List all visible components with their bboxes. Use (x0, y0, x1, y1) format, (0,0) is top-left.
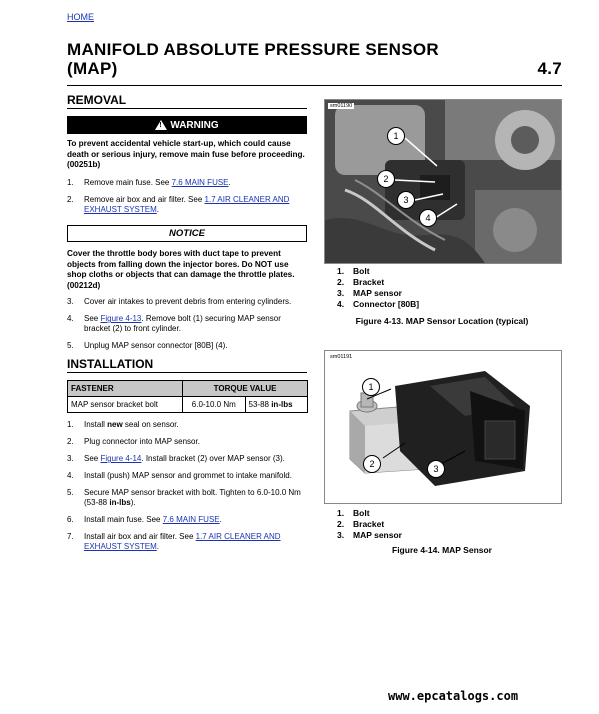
figure-4-13-image (324, 99, 562, 264)
home-link[interactable]: HOME (67, 12, 94, 22)
torque-inlbs-value: 53-88 (248, 400, 272, 409)
air-cleaner-link[interactable]: 1.7 AIR CLEANER AND EXHAUST SYSTEM (84, 532, 281, 551)
notice-text: Cover the throttle body bores with duct tape to prevent objects from falling down the injector bores. Do NOT use shop cloths or objects that can damage the throttle plates. (00212d) (67, 249, 295, 290)
legend-number: 1. (337, 508, 345, 518)
title-divider (67, 85, 562, 86)
list-item (67, 437, 309, 447)
figure-4-14-caption: Figure 4-14. MAP Sensor (392, 545, 492, 555)
main-fuse-link[interactable]: 7.6 MAIN FUSE (171, 178, 229, 187)
legend-item (337, 266, 419, 277)
list-item (67, 341, 309, 351)
torque-inlbs-cell (245, 397, 307, 413)
figure-4-13-legend (337, 266, 419, 310)
step-text: See (84, 314, 101, 323)
list-item (67, 471, 309, 481)
legend-label: Bolt (353, 266, 370, 276)
step-number: 5. (67, 488, 74, 497)
warning-icon: ! (155, 120, 167, 130)
legend-item (337, 288, 419, 299)
torque-inlbs-unit: in-lbs (271, 400, 293, 409)
step-text: Install main fuse. See (84, 515, 163, 524)
legend-label: Bolt (353, 508, 370, 518)
step-text: . (156, 542, 159, 551)
legend-number: 4. (337, 299, 345, 309)
legend-label: Bracket (353, 277, 385, 287)
removal-steps-a (67, 178, 309, 222)
callout-2: 2 (377, 170, 395, 188)
legend-item (337, 519, 402, 530)
torque-header: TORQUE VALUE (183, 381, 308, 397)
fastener-cell: MAP sensor bracket bolt (68, 397, 183, 413)
legend-number: 2. (337, 277, 345, 287)
torque-table (67, 380, 308, 413)
callout-2: 2 (363, 455, 381, 473)
table-row (68, 397, 308, 413)
list-item (67, 420, 309, 430)
warning-label: WARNING (170, 119, 219, 131)
step-number: 4. (67, 314, 74, 323)
removal-heading: REMOVAL (67, 93, 307, 109)
step-number: 2. (67, 195, 74, 204)
table-header-row (68, 381, 308, 397)
step-number: 4. (67, 471, 74, 480)
figure-tag: sm01191 (330, 354, 353, 360)
installation-heading: INSTALLATION (67, 357, 307, 373)
footer-url: www.epcatalogs.com (388, 689, 519, 703)
title-line-2: (MAP) (67, 59, 118, 78)
list-item (67, 178, 309, 188)
figure-4-14-link[interactable]: Figure 4-14 (100, 454, 142, 463)
step-text: Unplug MAP sensor connector [80B] (4). (84, 341, 228, 350)
legend-label: MAP sensor (353, 530, 402, 540)
step-text: Remove air box and air filter. See (84, 195, 205, 204)
callout-1: 1 (362, 378, 380, 396)
map-sensor-photo (325, 351, 561, 503)
step-number: 5. (67, 341, 74, 350)
step-text: Remove main fuse. See (84, 178, 172, 187)
step-text: . (156, 205, 159, 214)
callout-1: 1 (387, 127, 405, 145)
step-text: . (219, 515, 222, 524)
list-item (67, 195, 309, 215)
step-text: . Install bracket (2) over MAP sensor (3). (141, 454, 285, 463)
notice-label: NOTICE (169, 228, 205, 239)
title-line-1: MANIFOLD ABSOLUTE PRESSURE SENSOR (67, 40, 439, 59)
legend-item (337, 277, 419, 288)
step-emphasis: in-lbs (109, 498, 131, 507)
figure-4-13-link[interactable]: Figure 4-13 (100, 314, 142, 323)
step-text: seal on sensor. (122, 420, 179, 429)
step-text: Plug connector into MAP sensor. (84, 437, 200, 446)
legend-label: Bracket (353, 519, 385, 529)
installation-steps (67, 420, 309, 559)
callout-3: 3 (397, 191, 415, 209)
list-item (67, 532, 309, 552)
step-number: 7. (67, 532, 74, 541)
air-cleaner-link[interactable]: 1.7 AIR CLEANER AND EXHAUST SYSTEM (84, 195, 290, 214)
figure-4-14-legend (337, 508, 402, 541)
page-title (67, 40, 562, 78)
step-text: . (228, 178, 231, 187)
step-text: Install (84, 420, 108, 429)
warning-banner (67, 116, 307, 134)
callout-3: 3 (427, 460, 445, 478)
callout-4: 4 (419, 209, 437, 227)
legend-label: MAP sensor (353, 288, 402, 298)
legend-number: 3. (337, 530, 345, 540)
list-item (67, 488, 309, 508)
legend-number: 2. (337, 519, 345, 529)
step-text: Install (push) MAP sensor and grommet to intake manifold. (84, 471, 292, 480)
legend-item (337, 508, 402, 519)
figure-4-14-image (324, 350, 562, 504)
legend-label: Connector [80B] (353, 299, 420, 309)
step-text: ). (130, 498, 136, 507)
step-number: 1. (67, 178, 74, 187)
engine-photo (325, 100, 561, 263)
notice-banner (67, 225, 307, 242)
legend-number: 3. (337, 288, 345, 298)
list-item (67, 454, 309, 464)
step-number: 1. (67, 420, 74, 429)
step-text: Cover air intakes to prevent debris from entering cylinders. (84, 297, 292, 306)
figure-tag: sm01190 (330, 103, 353, 109)
step-emphasis: new (107, 420, 123, 429)
legend-item (337, 299, 419, 310)
warning-text: To prevent accidental vehicle start-up, which could cause death or serious injury, remove main fuse before proceeding. (00251b) (67, 139, 305, 169)
step-text: See (84, 454, 101, 463)
list-item (67, 515, 309, 525)
list-item (67, 297, 309, 307)
fastener-header: FASTENER (68, 381, 183, 397)
step-text: Secure MAP sensor bracket with bolt. Tighten to 6.0-10.0 Nm (53-88 (84, 488, 301, 507)
legend-item (337, 530, 402, 541)
removal-steps-b (67, 297, 309, 358)
step-number: 3. (67, 454, 74, 463)
step-text: . Remove bolt (1) securing MAP sensor bracket (2) to front cylinder. (84, 314, 281, 333)
step-number: 6. (67, 515, 74, 524)
step-text: Install air box and air filter. See (84, 532, 196, 541)
main-fuse-link[interactable]: 7.6 MAIN FUSE (162, 515, 220, 524)
section-number: 4.7 (537, 59, 562, 78)
torque-nm-cell: 6.0-10.0 Nm (183, 397, 245, 413)
step-number: 3. (67, 297, 74, 306)
step-number: 2. (67, 437, 74, 446)
list-item (67, 314, 309, 334)
figure-4-13-caption: Figure 4-13. MAP Sensor Location (typical) (355, 316, 529, 326)
legend-number: 1. (337, 266, 345, 276)
